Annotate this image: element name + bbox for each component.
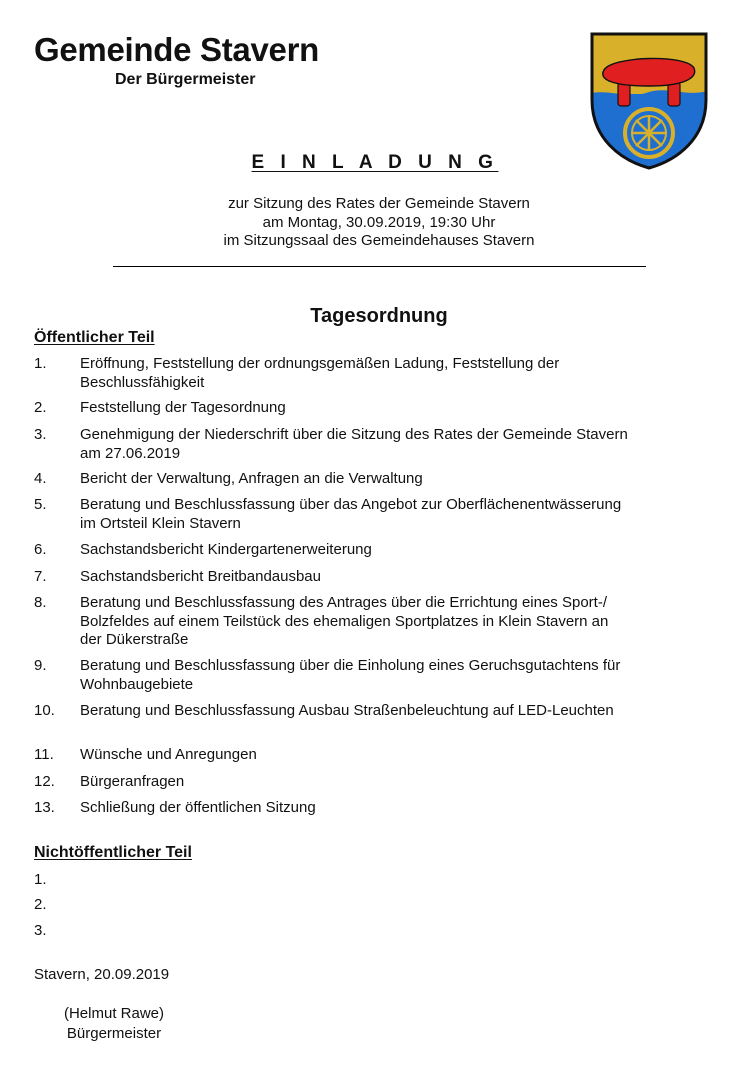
- agenda-item-text: Eröffnung, Feststellung der ordnungsgemäßen Ladung, Feststellung der Beschlussfähigkeit: [80, 355, 560, 391]
- agenda-item: [34, 702, 634, 721]
- agenda-item-number: 10.: [34, 702, 55, 719]
- private-agenda-item: [34, 896, 634, 915]
- agenda-item: [34, 355, 634, 392]
- millwheel-shape: [625, 109, 673, 157]
- agenda-item-number: 3.: [34, 426, 47, 443]
- agenda-item-text: Feststellung der Tagesordnung: [80, 399, 286, 416]
- mayor-subtitle: Der Bürgermeister: [115, 71, 256, 88]
- agenda-item-text: Wünsche und Anregungen: [80, 746, 257, 763]
- signer-name: (Helmut Rawe): [63, 1005, 165, 1022]
- agenda-item-text: Beratung und Beschlussfassung über die Einholung eines Geruchsgutachtens für Wohnbaugebiete: [80, 657, 621, 693]
- agenda-item-text: Beratung und Beschlussfassung des Antrages über die Errichtung eines Sport-/ Bolzfeldes auf einem Teilstück des ehemaligen Sportplatzes in Klein Stavern an der Dükerstraße: [80, 594, 609, 648]
- agenda-item: [34, 496, 634, 533]
- agenda-item-text: Beratung und Beschlussfassung über das Angebot zur Oberflächenentwässerung im Ortsteil Klein Stavern: [80, 496, 622, 532]
- agenda-item-number: 11.: [34, 746, 54, 763]
- agenda-item-number: 2.: [34, 399, 47, 416]
- agenda-item: [34, 746, 634, 765]
- private-section-heading: Nichtöffentlicher Teil: [34, 844, 192, 861]
- municipality-title: Gemeinde Stavern: [34, 31, 319, 68]
- agenda-item: [34, 541, 634, 560]
- agenda-item: [34, 657, 634, 694]
- coat-of-arms-icon: [588, 30, 710, 172]
- agenda-item-text: Beratung und Beschlussfassung Ausbau Straßenbeleuchtung auf LED-Leuchten: [80, 702, 614, 719]
- meeting-line: zur Sitzung des Rates der Gemeinde Stavern: [228, 195, 530, 212]
- agenda-item-number: 13.: [34, 799, 55, 816]
- agenda-item-text: Genehmigung der Niederschrift über die Sitzung des Rates der Gemeinde Stavern am 27.06.2019: [80, 426, 628, 462]
- agenda-item-number: 6.: [34, 541, 47, 558]
- agenda-item-number: 3.: [34, 922, 47, 939]
- agenda-item-number: 9.: [34, 657, 47, 674]
- agenda-item-number: 8.: [34, 594, 47, 611]
- agenda-item-number: 7.: [34, 568, 47, 585]
- agenda-item: [34, 799, 634, 818]
- private-agenda-item: [34, 871, 634, 890]
- agenda-item-text: Bericht der Verwaltung, Anfragen an die Verwaltung: [80, 470, 423, 487]
- signer-title: Bürgermeister: [66, 1025, 162, 1042]
- meeting-line: im Sitzungssaal des Gemeindehauses Stavern: [223, 232, 535, 249]
- agenda-item-text: Schließung der öffentlichen Sitzung: [80, 799, 316, 816]
- agenda-item-number: 5.: [34, 496, 47, 513]
- private-agenda-item: [34, 922, 634, 941]
- agenda-item-number: 4.: [34, 470, 47, 487]
- meeting-details: [130, 195, 628, 251]
- agenda-item: [34, 773, 634, 792]
- agenda-item: [34, 426, 634, 463]
- agenda-item-number: 2.: [34, 896, 47, 913]
- agenda-item-number: 12.: [34, 773, 55, 790]
- agenda-item: [34, 470, 634, 489]
- agenda-item: [34, 399, 634, 418]
- agenda-item-number: 1.: [34, 355, 47, 372]
- signature-block: [58, 1004, 170, 1044]
- agenda-item-text: [80, 922, 634, 941]
- agenda-item-number: 1.: [34, 871, 47, 888]
- separator-line: [113, 266, 646, 267]
- meeting-line: am Montag, 30.09.2019, 19:30 Uhr: [262, 213, 496, 231]
- agenda-item-text: Sachstandsbericht Kindergartenerweiterung: [80, 541, 372, 558]
- agenda-title: Tagesordnung: [310, 305, 448, 327]
- invitation-heading: E I N L A D U N G: [251, 152, 499, 173]
- agenda-item: [34, 594, 634, 650]
- place-and-date: Stavern, 20.09.2019: [34, 966, 170, 983]
- public-section-heading: Öffentlicher Teil: [34, 329, 155, 346]
- agenda-item-text: [80, 871, 634, 890]
- agenda-item-text: [80, 896, 634, 915]
- agenda-item-text: Sachstandsbericht Breitbandausbau: [80, 568, 321, 585]
- agenda-item-text: Bürgeranfragen: [80, 773, 185, 790]
- agenda-item: [34, 568, 634, 587]
